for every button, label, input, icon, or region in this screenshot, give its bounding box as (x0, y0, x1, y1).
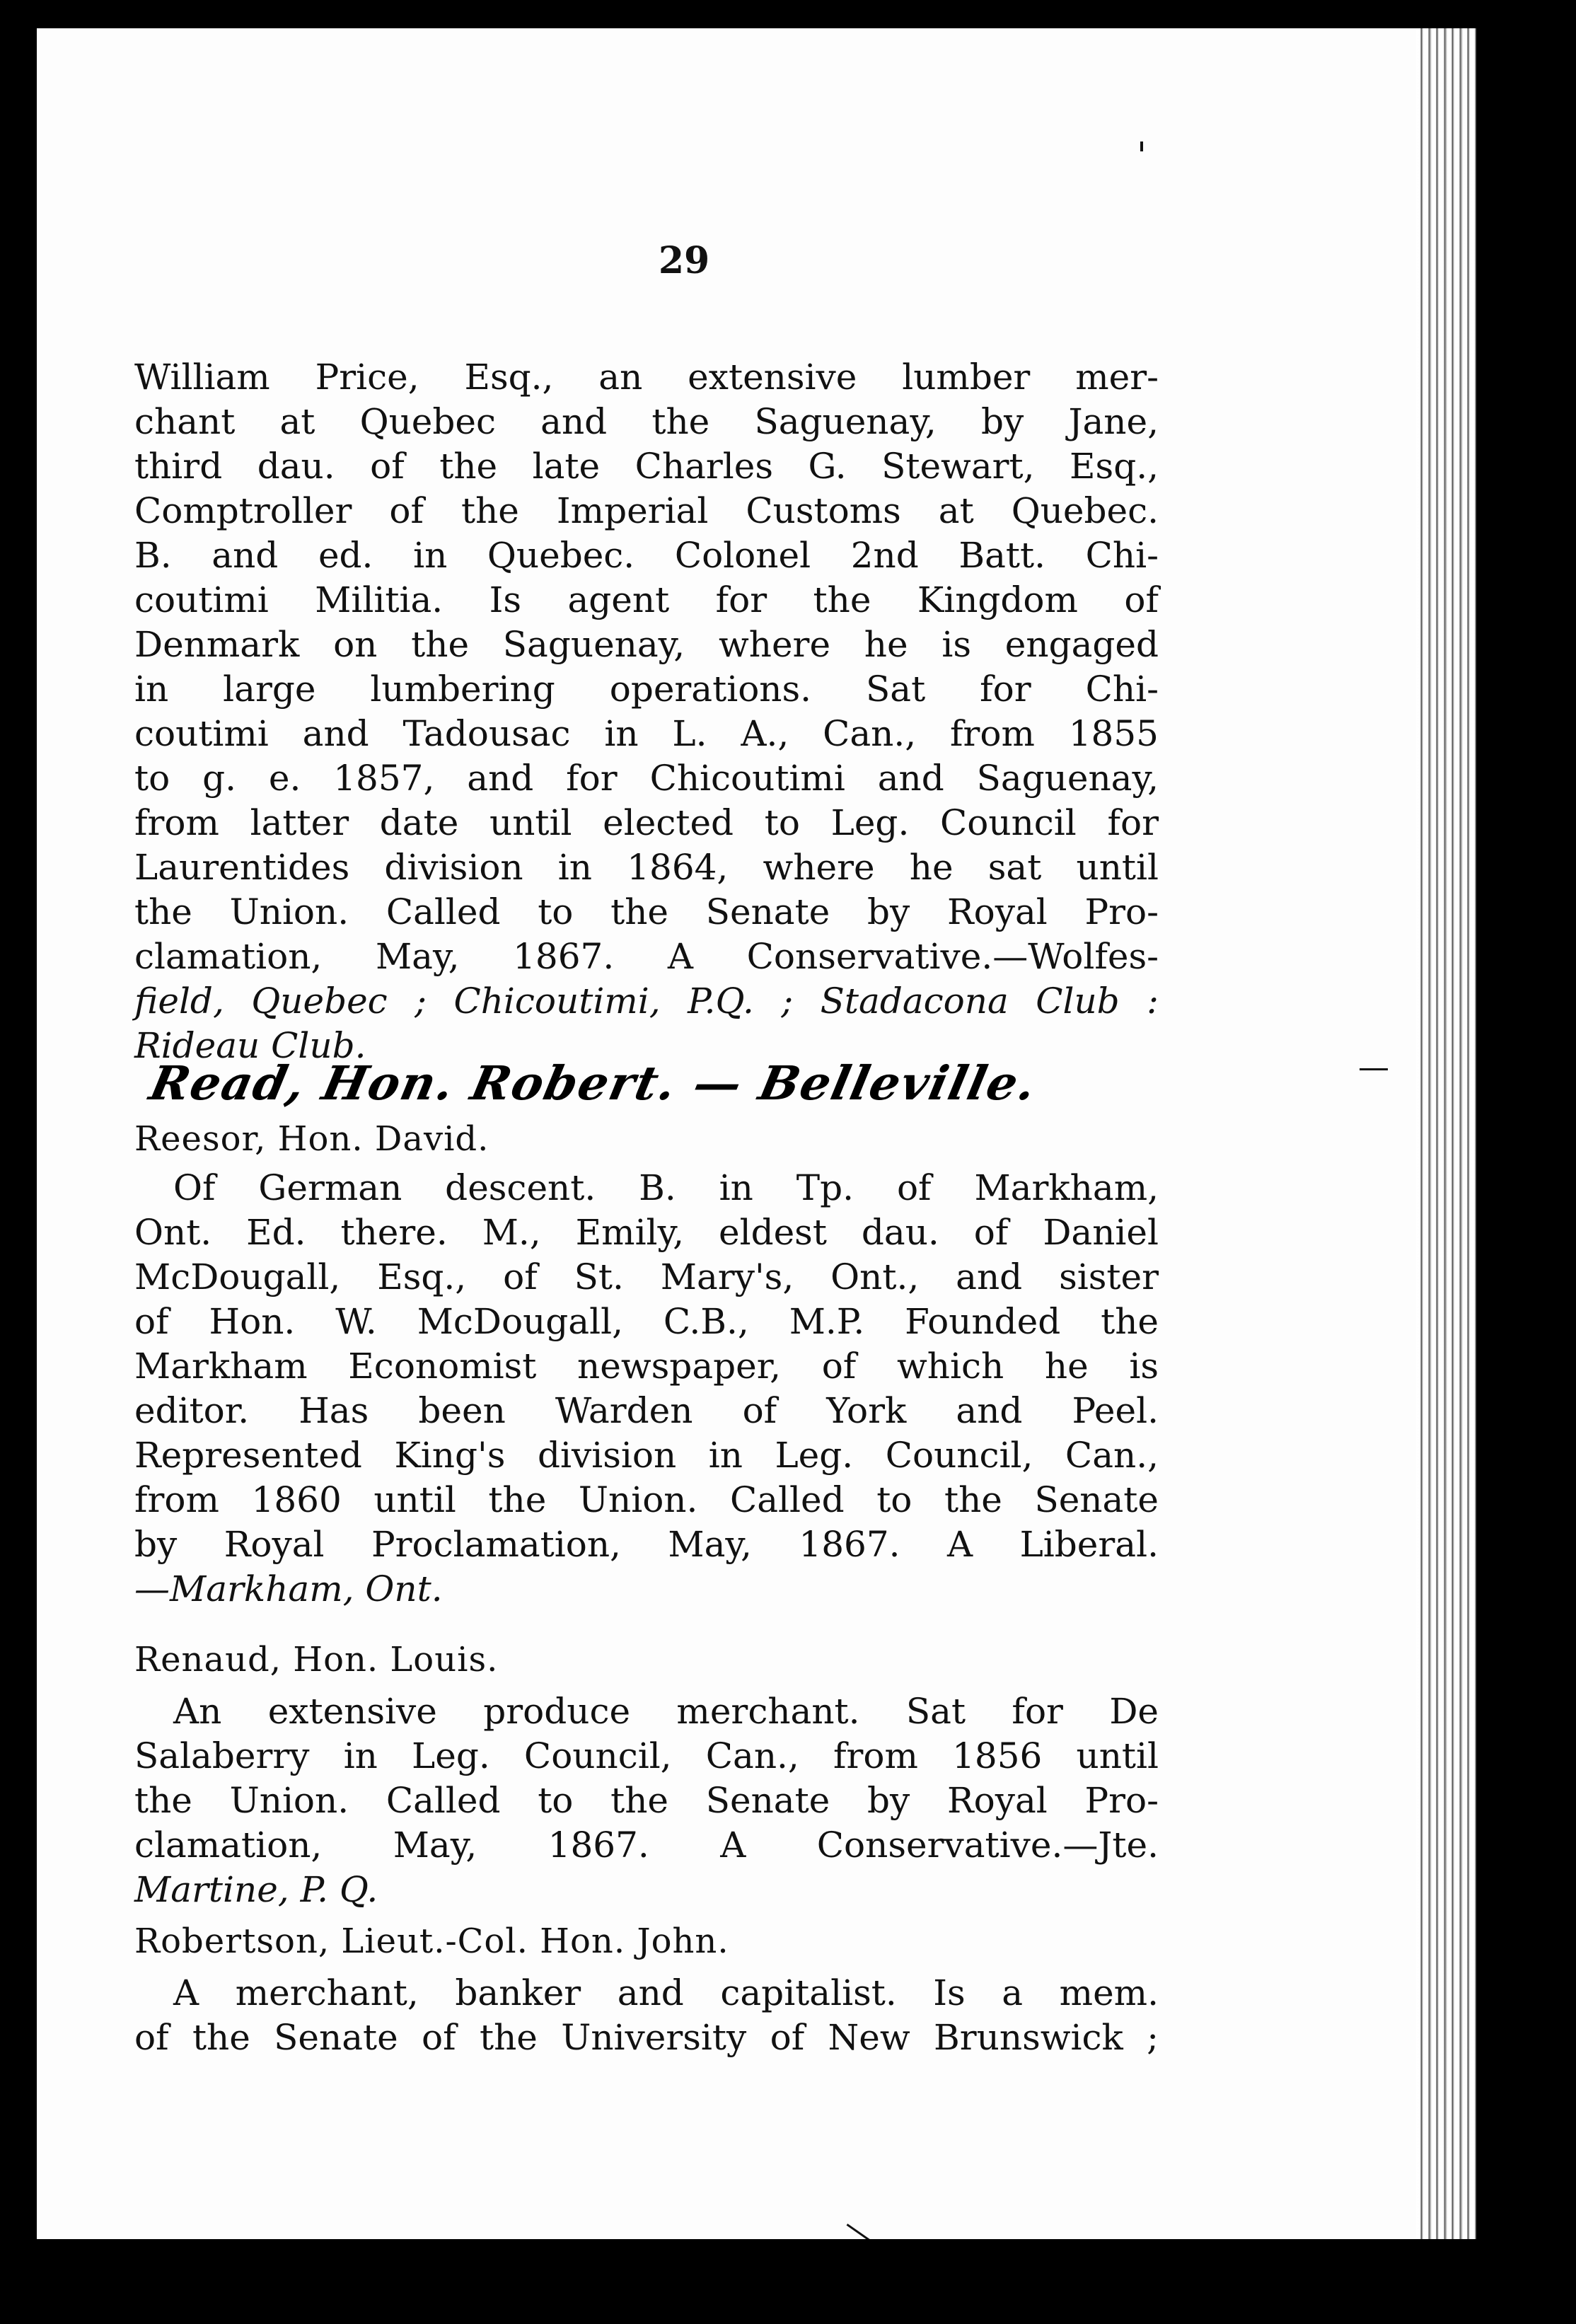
text-line: the Union. Called to the Senate by Royal Pro- (134, 1780, 1159, 1821)
handwritten-annotation: Read, Hon. Robert. — Belleville. (144, 1056, 1043, 1111)
text-line: from latter date until elected to Leg. Council for (134, 802, 1159, 843)
text-line: third dau. of the late Charles G. Stewart, Esq., (134, 446, 1159, 487)
text-line: Laurentides division in 1864, where he sat until (134, 847, 1159, 888)
text-line: William Price, Esq., an extensive lumber mer- (134, 357, 1159, 398)
text-line: Of German descent. B. in Tp. of Markham, (173, 1167, 1159, 1208)
text-line: Represented King's division in Leg. Council, Can., (134, 1435, 1159, 1476)
text-line: chant at Quebec and the Saguenay, by Jane, (134, 401, 1159, 442)
entry-robertson-heading: Robertson, Lieut.-Col. Hon. John. (134, 1921, 729, 1961)
text-line: Martine, P. Q. (134, 1869, 378, 1910)
text-line: coutimi Militia. Is agent for the Kingdom of (134, 579, 1159, 620)
text-line: B. and ed. in Quebec. Colonel 2nd Batt. Chi- (134, 535, 1159, 576)
text-line: clamation, May, 1867. A Conservative.—Wolfes- (134, 936, 1159, 977)
scan-artifact (847, 2224, 883, 2239)
entry-price-text (134, 355, 1159, 1068)
text-line: Denmark on the Saguenay, where he is engaged (134, 624, 1159, 665)
text-line: Rideau Club. (134, 1025, 366, 1066)
entry-renaud-heading: Renaud, Hon. Louis. (134, 1640, 499, 1680)
text-line: Salaberry in Leg. Council, Can., from 1856 until (134, 1735, 1159, 1776)
entry-robertson-text (134, 1971, 1159, 2060)
text-line: —Markham, Ont. (134, 1568, 443, 1609)
text-line: Comptroller of the Imperial Customs at Quebec. (134, 490, 1159, 531)
text-line: the Union. Called to the Senate by Royal Pro- (134, 891, 1159, 932)
text-line: Markham Economist newspaper, of which he is (134, 1346, 1159, 1387)
text-line: in large lumbering operations. Sat for Chi- (134, 669, 1159, 710)
text-line: editor. Has been Warden of York and Peel. (134, 1390, 1159, 1431)
text-line: A merchant, banker and capitalist. Is a mem. (173, 1972, 1159, 2013)
text-line: of Hon. W. McDougall, C.B., M.P. Founded the (134, 1301, 1159, 1342)
entry-reesor-text (134, 1166, 1159, 1612)
scan-artifact (1140, 141, 1143, 151)
entry-reesor-heading: Reesor, Hon. David. (134, 1119, 489, 1159)
text-line: from 1860 until the Union. Called to the Senate (134, 1479, 1159, 1520)
text-line: McDougall, Esq., of St. Mary's, Ont., and sister (134, 1256, 1159, 1297)
text-line: to g. e. 1857, and for Chicoutimi and Saguenay, (134, 758, 1159, 799)
book-page (37, 28, 1476, 2239)
text-line: clamation, May, 1867. A Conservative.—Jte. (134, 1825, 1159, 1866)
page-edge-texture (1416, 28, 1476, 2239)
text-line: by Royal Proclamation, May, 1867. A Liberal. (134, 1524, 1159, 1565)
entry-renaud-text (134, 1689, 1159, 1912)
page-number: 29 (658, 239, 710, 282)
text-line: coutimi and Tadousac in L. A., Can., from 1855 (134, 713, 1159, 754)
text-line: of the Senate of the University of New Brunswick ; (134, 2017, 1159, 2058)
text-line: Ont. Ed. there. M., Emily, eldest dau. of Daniel (134, 1212, 1159, 1253)
text-line: field, Quebec ; Chicoutimi, P.Q. ; Stadacona Club : (134, 981, 1159, 1022)
text-line: An extensive produce merchant. Sat for De (173, 1691, 1159, 1732)
scan-artifact (1360, 1068, 1388, 1070)
